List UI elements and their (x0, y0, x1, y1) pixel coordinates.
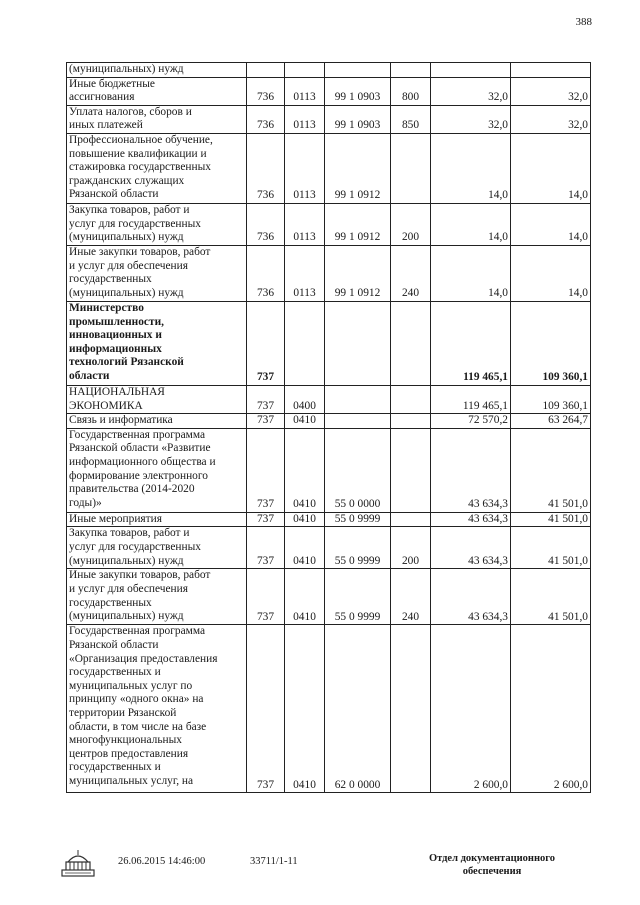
cell-grbs: 736 (247, 105, 285, 133)
cell-sum-2016: 43 634,3 (431, 527, 511, 569)
table-row (67, 63, 591, 78)
cell-name: Иные мероприятия (67, 512, 247, 527)
table-row (67, 385, 591, 413)
cell-section: 0410 (285, 625, 325, 793)
cell-sum-2017: 109 360,1 (511, 301, 591, 385)
table-row (67, 428, 591, 512)
table-row (67, 414, 591, 429)
table-row (67, 625, 591, 793)
cell-sum-2017: 14,0 (511, 133, 591, 203)
cell-grbs: 737 (247, 625, 285, 793)
cell-target-article: 55 0 9999 (325, 512, 391, 527)
cell-sum-2016: 32,0 (431, 105, 511, 133)
cell-section: 0113 (285, 105, 325, 133)
cell-name: Профессиональное обучение, повышение квалификации и стажировка государственных гражданских служащих Рязанской области (67, 133, 247, 203)
cell-expense-type: 200 (391, 203, 431, 245)
cell-expense-type: 850 (391, 105, 431, 133)
cell-target-article: 62 0 0000 (325, 625, 391, 793)
cell-expense-type: 200 (391, 527, 431, 569)
cell-grbs: 737 (247, 414, 285, 429)
cell-name: Иные закупки товаров, работ и услуг для обеспечения государственных (муниципальных) нужд (67, 569, 247, 625)
cell-sum-2016: 119 465,1 (431, 385, 511, 413)
cell-target-article: 99 1 0912 (325, 203, 391, 245)
cell-sum-2016: 14,0 (431, 133, 511, 203)
cell-grbs: 737 (247, 385, 285, 413)
cell-grbs: 737 (247, 569, 285, 625)
cell-section: 0113 (285, 133, 325, 203)
cell-sum-2017: 32,0 (511, 77, 591, 105)
cell-section (285, 63, 325, 78)
cell-target-article: 99 1 0903 (325, 77, 391, 105)
cell-sum-2016: 43 634,3 (431, 428, 511, 512)
cell-section: 0410 (285, 428, 325, 512)
cell-sum-2017: 63 264,7 (511, 414, 591, 429)
table-row (67, 203, 591, 245)
cell-name: Государственная программа Рязанской области «Развитие информационного общества и формирование электронного правительства (2014-2020 годы)» (67, 428, 247, 512)
cell-target-article: 55 0 0000 (325, 428, 391, 512)
cell-expense-type: 240 (391, 569, 431, 625)
cell-section: 0410 (285, 569, 325, 625)
cell-sum-2017: 41 501,0 (511, 428, 591, 512)
table-row (67, 77, 591, 105)
page-number: 388 (575, 16, 592, 28)
cell-expense-type (391, 301, 431, 385)
footer-doc-code: 33711/1-11 (250, 856, 298, 867)
cell-expense-type (391, 414, 431, 429)
cell-sum-2017: 2 600,0 (511, 625, 591, 793)
cell-section: 0113 (285, 203, 325, 245)
cell-section: 0400 (285, 385, 325, 413)
cell-target-article (325, 385, 391, 413)
cell-name: Закупка товаров, работ и услуг для государственных (муниципальных) нужд (67, 203, 247, 245)
cell-expense-type (391, 63, 431, 78)
cell-name: НАЦИОНАЛЬНАЯ ЭКОНОМИКА (67, 385, 247, 413)
cell-grbs: 736 (247, 245, 285, 301)
cell-grbs: 737 (247, 428, 285, 512)
budget-table (66, 62, 591, 793)
cell-sum-2017: 32,0 (511, 105, 591, 133)
cell-target-article: 55 0 9999 (325, 527, 391, 569)
cell-expense-type (391, 133, 431, 203)
cell-sum-2017: 14,0 (511, 245, 591, 301)
cell-sum-2016: 43 634,3 (431, 569, 511, 625)
cell-sum-2017: 41 501,0 (511, 527, 591, 569)
cell-expense-type (391, 428, 431, 512)
cell-section: 0410 (285, 512, 325, 527)
cell-name: Закупка товаров, работ и услуг для государственных (муниципальных) нужд (67, 527, 247, 569)
cell-target-article: 99 1 0903 (325, 105, 391, 133)
cell-name: Уплата налогов, сборов и иных платежей (67, 105, 247, 133)
cell-sum-2016 (431, 63, 511, 78)
cell-sum-2016: 72 570,2 (431, 414, 511, 429)
budget-table-body (67, 63, 591, 793)
cell-section (285, 301, 325, 385)
cell-section: 0410 (285, 414, 325, 429)
table-row (67, 105, 591, 133)
cell-section: 0113 (285, 77, 325, 105)
table-row (67, 569, 591, 625)
coat-of-arms-icon (60, 848, 96, 878)
table-row (67, 527, 591, 569)
cell-grbs: 736 (247, 133, 285, 203)
cell-sum-2016: 2 600,0 (431, 625, 511, 793)
cell-target-article (325, 414, 391, 429)
cell-name: Связь и информатика (67, 414, 247, 429)
cell-grbs (247, 63, 285, 78)
cell-sum-2016: 119 465,1 (431, 301, 511, 385)
footer-department: Отдел документационного обеспечения (428, 853, 556, 877)
cell-sum-2017: 41 501,0 (511, 569, 591, 625)
cell-grbs: 737 (247, 512, 285, 527)
cell-sum-2017 (511, 63, 591, 78)
cell-grbs: 736 (247, 203, 285, 245)
cell-expense-type: 800 (391, 77, 431, 105)
cell-target-article (325, 63, 391, 78)
table-row (67, 245, 591, 301)
cell-grbs: 737 (247, 527, 285, 569)
cell-section: 0410 (285, 527, 325, 569)
table-row (67, 301, 591, 385)
cell-name: Иные бюджетные ассигнования (67, 77, 247, 105)
cell-sum-2016: 32,0 (431, 77, 511, 105)
cell-target-article (325, 301, 391, 385)
cell-sum-2016: 14,0 (431, 245, 511, 301)
cell-sum-2017: 109 360,1 (511, 385, 591, 413)
cell-name: Иные закупки товаров, работ и услуг для обеспечения государственных (муниципальных) нужд (67, 245, 247, 301)
table-row (67, 512, 591, 527)
cell-name: Государственная программа Рязанской области «Организация предоставления государственных и муниципальных услуг по принципу «одного окна» на территории Рязанской области, в том числе на базе многофункциональных центров предоставления государственных и муниципальных услуг, на (67, 625, 247, 793)
cell-target-article: 55 0 9999 (325, 569, 391, 625)
cell-grbs: 737 (247, 301, 285, 385)
cell-sum-2017: 14,0 (511, 203, 591, 245)
cell-section: 0113 (285, 245, 325, 301)
cell-sum-2016: 14,0 (431, 203, 511, 245)
cell-sum-2017: 41 501,0 (511, 512, 591, 527)
table-row (67, 133, 591, 203)
footer-datetime: 26.06.2015 14:46:00 (118, 856, 206, 867)
cell-expense-type: 240 (391, 245, 431, 301)
cell-grbs: 736 (247, 77, 285, 105)
cell-target-article: 99 1 0912 (325, 245, 391, 301)
cell-name: Министерство промышленности, инновационных и информационных технологий Рязанской области (67, 301, 247, 385)
cell-expense-type (391, 625, 431, 793)
cell-sum-2016: 43 634,3 (431, 512, 511, 527)
cell-expense-type (391, 385, 431, 413)
cell-expense-type (391, 512, 431, 527)
cell-target-article: 99 1 0912 (325, 133, 391, 203)
cell-name: (муниципальных) нужд (67, 63, 247, 78)
